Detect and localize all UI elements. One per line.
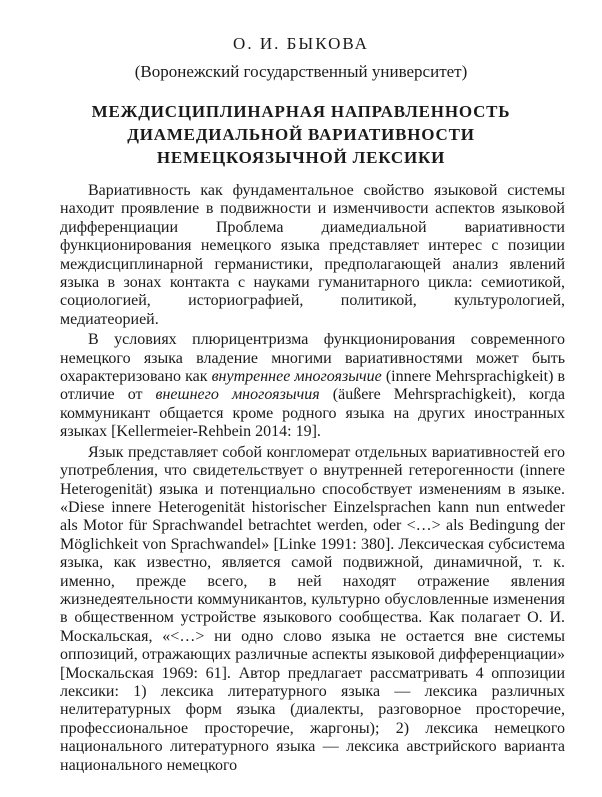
- author-name: О. И. БЫКОВА: [233, 34, 369, 53]
- article-title: [0, 100, 602, 169]
- title-line: МЕЖДИСЦИПЛИНАРНАЯ НАПРАВЛЕННОСТЬ: [91, 102, 511, 121]
- article-body: [60, 182, 565, 775]
- paragraph-2-text-e: (äußere Mehrsprachigkeit), когда коммуникант общается кроме родного языка на других иностранных языках [Kellermeier-Rehbein 2014: 19].: [60, 386, 566, 441]
- paragraph-3: Язык представляет собой конгломерат отдельных вариативностей его употребления, что свидетельствует о внутренней гетерогенности (innere Heterogenität) языка и потенциально способствует изменениям в языке. «Diese innere Heterogenität historischer Einzelsprachen kann nun entweder als Motor für Sprachwandel betrachtet werden, oder <…> als Bedingung der Möglichkeit von Sprachwandel» [Linke 1991: 380]. Лексическая субсистема языка, как известно, является самой подвижной, динамичной, т. к. именно, прежде всего, в ней находят отражение явления жизнедеятельности коммуникантов, культурно обусловленные изменения в общественном устройстве языкового сообщества. Как полагает О. И. Москальская, «<…> ни одно слово языка не остается вне системы оппозиций, отражающих различные аспекты языковой дифференциации» [Москальская 1969: 61]. Автор предлагает рассматривать 4 оппозиции лексики: 1) лексика литературного языка — лексика различных нелитературных форм языка (диалекты, разговорное просторечие, профессиональное просторечие, жаргоны); 2) лексика немецкого национального литературного языка — лексика австрийского варианта национального немецкого: [60, 443, 565, 774]
- title-line: НЕМЕЦКОЯЗЫЧНОЙ ЛЕКСИКИ: [156, 148, 446, 167]
- author-affiliation: (Воронежский государственный университет): [134, 62, 468, 81]
- term-internal-multilingualism: внутреннее многоязычие: [211, 368, 382, 386]
- paragraph-2: [60, 331, 565, 441]
- term-external-multilingualism: внешнего многоязычия: [155, 386, 320, 404]
- title-line: ДИАМЕДИАЛЬНОЙ ВАРИАТИВНОСТИ: [127, 125, 475, 144]
- paragraph-1: Вариативность как фундаментальное свойство языковой системы находит проявление в подвижности и изменчивости аспектов языковой дифференциации Проблема диамедиальной вариативности функционирования немецкого языка представляет интерес с позиции междисциплинарной германистики, предполагающей анализ явлений языка в зонах контакта с науками гуманитарного цикла: семиотикой, социологией, историографией, политикой, культурологией, медиатеорией.: [60, 182, 565, 328]
- paragraph-2-text-c: (innere Mehrsprachigkeit) в отличие от: [60, 368, 566, 404]
- paragraph-2-text-a: В условиях плюрицентризма функционирования современного немецкого языка владение многими вариативностями может быть охарактеризовано как: [60, 331, 565, 386]
